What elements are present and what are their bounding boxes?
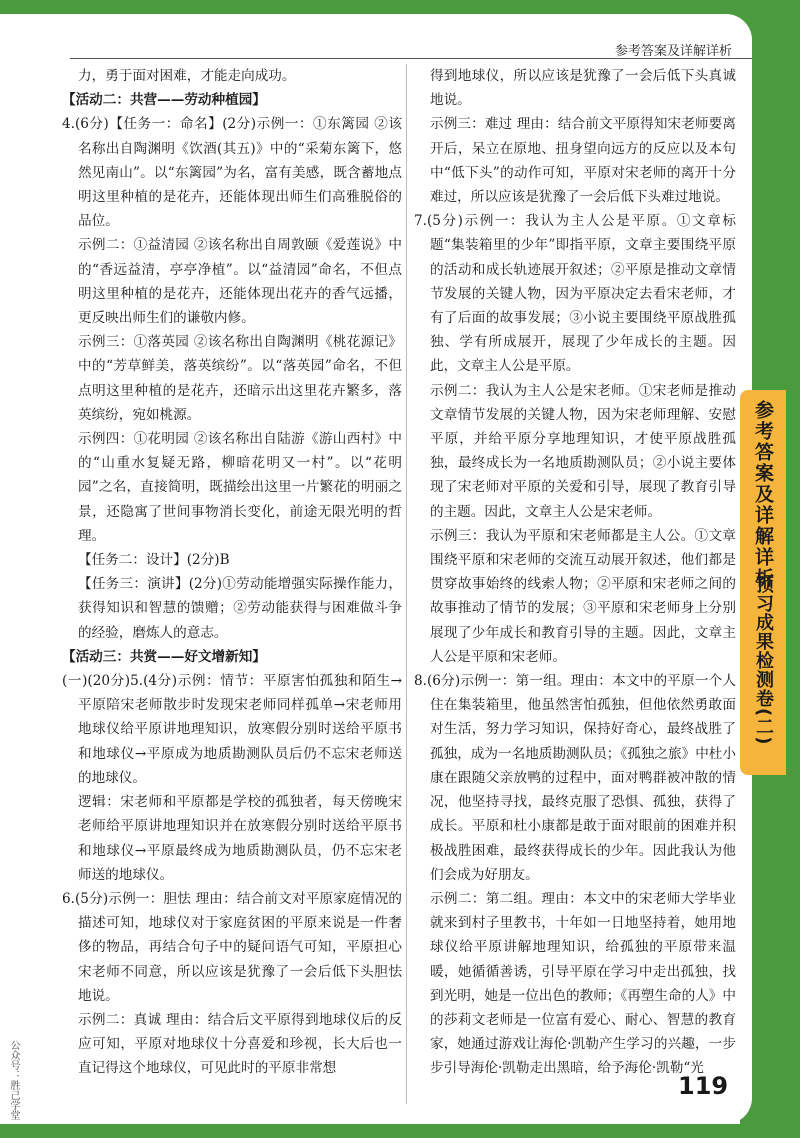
margin-watermark: 公众号：胜己学堂	[8, 1040, 19, 1120]
example-paragraph: 示例二：第二组。理由：本文中的宋老师大学毕业就来到村子里教书，十年如一日地坚持着，她用地球仪给平原讲解地理知识，给孤独的平原带来温暖，她循循善诱，引导平原在学习中走出孤独，找到光明，她是一位出色的教师；《再塑生命的人》中的莎莉文老师是一位富有爱心、耐心、智慧的教育家，她通过游戏让海伦·凯勒产生学习的兴趣，一步步引导海伦·凯勒走出黑暗，给予海伦·凯勒“光	[430, 890, 736, 1077]
right-column	[414, 64, 736, 1081]
running-header: 参考答案及详解详析	[614, 44, 732, 59]
activity-heading: 【活动二：共营——劳动种植园】	[62, 92, 266, 109]
page-number: 119	[678, 1072, 729, 1100]
example-paragraph: 示例三：我认为平原和宋老师都是主人公。①文章围绕平原和宋老师的交流互动展开叙述，他们都是贯穿故事始终的线索人物；②平原和宋老师之间的故事推动了情节的发展；③平原和宋老师身上分别展现了少年成长和教育引导的主题。因此，文章主人公是平原和宋老师。	[430, 527, 736, 665]
green-frame-bottom	[0, 1124, 800, 1138]
side-tab-title: 参考答案及详解详析	[752, 400, 774, 589]
example-paragraph: 示例二：真诚 理由：结合后文平原得到地球仪后的反应可知，平原对地球仪十分喜爱和珍视，长大后也一直记得这个地球仪，可见此时的平原非常想	[78, 1011, 402, 1077]
example-paragraph: 示例三：①落英园 ②该名称出自陶渊明《桃花源记》中的“芳草鲜美，落英缤纷”。以“落英园”命名，不但点明这里种植的是花卉，还暗示出这里花卉繁多，落英缤纷，宛如桃源。	[78, 334, 402, 423]
task-three: 【任务三：演讲】(2分)①劳动能增强实际操作能力，获得知识和智慧的馈赠；②劳动能获得与困难做斗争的经验，磨炼人的意志。	[78, 576, 402, 641]
logic-paragraph: 逻辑：宋老师和平原都是学校的孤独者，每天傍晚宋老师给平原讲地理知识并在放寒假分别时送给平原书和地球仪→平原最终成为地质勘测队员，仍不忘宋老师送的地球仪。	[78, 794, 402, 883]
header-rule	[70, 58, 752, 59]
question-8: 8.(6分)示例一：第一组。理由：本文中的平原一个人住在集装箱里，他虽然害怕孤独，但他依然勇敢面对生活，努力学习知识，保持好奇心，最终战胜了孤独，成为一名地质勘测队员；《孤独之旅》中杜小康在跟随父亲放鸭的过程中，面对鸭群被冲散的情况，他坚持寻找，最终克服了恐惧、孤独，获得了成长。平原和杜小康都是敢于面对眼前的困难并积极战胜困难，最终获得成长的少年。因此我认为他们会成为好朋友。	[414, 673, 736, 883]
paragraph: 力，勇于面对困难，才能走向成功。	[78, 68, 296, 84]
question-6: 6.(5分)示例一：胆怯 理由：结合前文对平原家庭情况的描述可知，地球仪对于家庭贫困的平原来说是一件奢侈的物品，再结合句子中的疑问语气可知，平原担心宋老师不同意，所以应该是犹豫了一会后低下头胆怯地说。	[62, 890, 402, 1004]
question-7: 7.(5分)示例一：我认为主人公是平原。①文章标题“集装箱里的少年”即指平原，文章主要围绕平原的活动和成长轨迹展开叙述；②平原是推动文章情节发展的关键人物，因为平原决定去看宋老师，才有了后面的故事发展；③小说主要围绕平原战胜孤独、学有所成展开，展现了少年成长的主题。因此，文章主人公是平原。	[414, 213, 736, 375]
side-tab-subtitle: 预习成果检测卷(二)	[753, 575, 774, 746]
question-5: (一)(20分)5.(4分)示例：情节：平原害怕孤独和陌生→平原陪宋老师散步时发现宋老师同样孤单→宋老师用地球仪给平原讲地理知识，放寒假分别时送给平原书和地球仪→平原成为地质勘测队员后仍不忘宋老师送的地球仪。	[62, 673, 402, 786]
paragraph: 得到地球仪，所以应该是犹豫了一会后低下头真诚地说。	[430, 68, 736, 109]
example-paragraph: 示例二：我认为主人公是宋老师。①宋老师是推动文章情节发展的关键人物，因为宋老师理解、安慰平原，并给平原分享地理知识，才使平原战胜孤独，最终成长为一名地质勘测队员；②小说主要体现了宋老师对平原的关爱和引导，展现了教育引导的主题。因此，文章主人公是宋老师。	[430, 382, 736, 520]
example-paragraph: 示例四：①花明园 ②该名称出自陆游《游山西村》中的“山重水复疑无路，柳暗花明又一村”。以“花明园”之名，直接简明，既描绘出这里一片繁花的明丽之景，还隐寓了世间事物消长变化，前途无限光明的哲理。	[78, 431, 402, 544]
example-paragraph: 示例三：难过 理由：结合前文平原得知宋老师要离开后，呆立在原地、扭身望向远方的反应以及本句中“低下头”的动作可知，平原对宋老师的离开十分难过，所以应该是犹豫了一会后低下头难过地说。	[430, 116, 736, 206]
column-divider	[406, 64, 407, 1104]
left-column	[62, 64, 402, 1081]
task-two: 【任务二：设计】(2分)B	[78, 552, 230, 569]
example-paragraph: 示例二：①益清园 ②该名称出自周敦颐《爱莲说》中的“香远益清，亭亭净植”。以“益清园”命名，不但点明这里种植的是花卉，还能体现出花卉的香气远播，更反映出师生们的谦敬内修。	[78, 237, 402, 327]
activity-heading: 【活动三：共赏——好文增新知】	[62, 648, 266, 665]
question-4: 4.(6分)【任务一：命名】(2分)示例一：①东篱园 ②该名称出自陶渊明《饮酒(其五)》中的“采菊东篱下，悠然见南山”。以“东篱园”为名，富有美感，既含蓄地点明这里种植的是花卉，还能体现出师生们高雅脱俗的品位。	[62, 116, 402, 230]
